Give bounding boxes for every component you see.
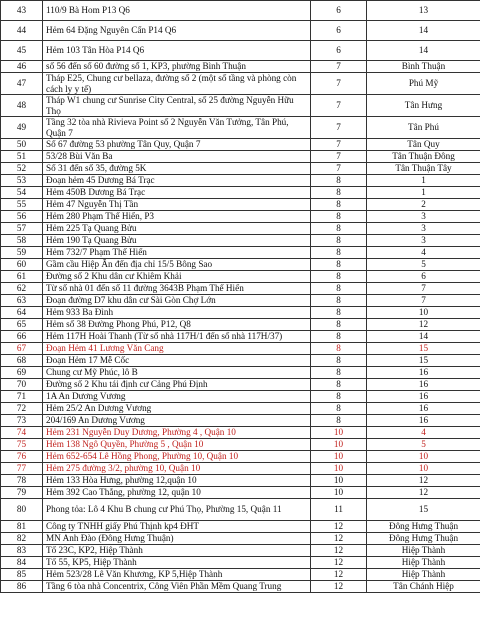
- table-row: [1, 199, 480, 211]
- address-cell: Số 31 đến số 35, đường 5K: [43, 163, 311, 175]
- row-number: 55: [1, 199, 43, 211]
- table-row: [1, 295, 480, 307]
- table-row: [1, 151, 480, 163]
- ward-number-cell: 12: [367, 319, 480, 331]
- ward-number-cell: 3: [367, 223, 480, 235]
- table-row: [1, 117, 480, 139]
- row-number: 69: [1, 367, 43, 379]
- address-cell: Đoạn đường D7 khu dân cư Sài Gòn Chợ Lớn: [43, 295, 311, 307]
- row-number: 81: [1, 521, 43, 533]
- address-cell: số 56 đến số 60 đường số 1, KP3, phường Bình Thuận: [43, 61, 311, 73]
- district-cell: 10: [311, 487, 367, 499]
- address-cell: Đoạn Hẻm 41 Lương Văn Cang: [43, 343, 311, 355]
- ward-number-cell: 1: [367, 187, 480, 199]
- row-number: 75: [1, 439, 43, 451]
- district-cell: 7: [311, 95, 367, 117]
- row-number: 59: [1, 247, 43, 259]
- row-number: 53: [1, 175, 43, 187]
- table-row: [1, 379, 480, 391]
- ward-number-cell: 16: [367, 391, 480, 403]
- address-cell: Đoạn Hẻm 17 Mễ Cốc: [43, 355, 311, 367]
- ward-name-cell: Tân Hưng: [367, 95, 480, 117]
- table-row: [1, 415, 480, 427]
- ward-number-cell: 15: [367, 343, 480, 355]
- row-number: 79: [1, 487, 43, 499]
- row-number: 56: [1, 211, 43, 223]
- district-cell: 8: [311, 403, 367, 415]
- district-cell: 6: [311, 21, 367, 41]
- row-number: 84: [1, 557, 43, 569]
- ward-name-cell: Đông Hưng Thuận: [367, 521, 480, 533]
- ward-name-cell: Tân Phú: [367, 117, 480, 139]
- row-number: 80: [1, 499, 43, 521]
- ward-number-cell: 5: [367, 439, 480, 451]
- row-number: 66: [1, 331, 43, 343]
- address-cell: Tổ 55, KP5, Hiệp Thành: [43, 557, 311, 569]
- row-number: 44: [1, 21, 43, 41]
- district-cell: 8: [311, 247, 367, 259]
- table-row: [1, 259, 480, 271]
- district-cell: 12: [311, 581, 367, 593]
- ward-number-cell: 14: [367, 21, 480, 41]
- table-row: [1, 271, 480, 283]
- district-cell: 10: [311, 439, 367, 451]
- row-number: 85: [1, 569, 43, 581]
- district-cell: 10: [311, 475, 367, 487]
- district-cell: 6: [311, 1, 367, 21]
- row-number: 48: [1, 95, 43, 117]
- ward-number-cell: 7: [367, 283, 480, 295]
- table-row: [1, 451, 480, 463]
- row-number: 46: [1, 61, 43, 73]
- row-number: 47: [1, 73, 43, 95]
- row-number: 71: [1, 391, 43, 403]
- table-row: [1, 223, 480, 235]
- table-row: [1, 521, 480, 533]
- row-number: 43: [1, 1, 43, 21]
- table-row: [1, 175, 480, 187]
- address-cell: Hẻm 25/2 An Dương Vương: [43, 403, 311, 415]
- table-row: [1, 211, 480, 223]
- table-row: [1, 463, 480, 475]
- table-row: [1, 283, 480, 295]
- address-cell: Chung cư Mỹ Phúc, lô B: [43, 367, 311, 379]
- district-cell: 8: [311, 211, 367, 223]
- row-number: 83: [1, 545, 43, 557]
- ward-number-cell: 13: [367, 1, 480, 21]
- address-cell: Từ số nhà 01 đến số 11 đường 3643B Phạm Thế Hiển: [43, 283, 311, 295]
- district-cell: 12: [311, 557, 367, 569]
- district-cell: 12: [311, 533, 367, 545]
- table-row: [1, 235, 480, 247]
- ward-number-cell: 15: [367, 355, 480, 367]
- table-row: [1, 61, 480, 73]
- address-cell: Đường số 2 Khu tái định cư Cảng Phú Định: [43, 379, 311, 391]
- ward-number-cell: 4: [367, 427, 480, 439]
- address-cell: Đường số 2 Khu dân cư Khiêm Khải: [43, 271, 311, 283]
- table-row: [1, 367, 480, 379]
- table-row: [1, 307, 480, 319]
- row-number: 51: [1, 151, 43, 163]
- row-number: 50: [1, 139, 43, 151]
- ward-number-cell: 16: [367, 367, 480, 379]
- address-cell: Gầm cầu Hiệp Ân đến địa chỉ 15/5 Bông Sao: [43, 259, 311, 271]
- row-number: 54: [1, 187, 43, 199]
- table-row: [1, 343, 480, 355]
- table-row: [1, 533, 480, 545]
- address-cell: Số 67 đường 53 phường Tân Quy, Quận 7: [43, 139, 311, 151]
- table-row: [1, 41, 480, 61]
- district-cell: 12: [311, 569, 367, 581]
- address-cell: Tầng 6 tòa nhà Concentrix, Công Viên Phần Mềm Quang Trung: [43, 581, 311, 593]
- ward-number-cell: 12: [367, 475, 480, 487]
- address-cell: Hẻm 280 Phạm Thế Hiển, P3: [43, 211, 311, 223]
- address-cell: Hẻm 225 Tạ Quang Bửu: [43, 223, 311, 235]
- ward-number-cell: 7: [367, 295, 480, 307]
- address-cell: Hẻm số 38 Đường Phong Phú, P12, Q8: [43, 319, 311, 331]
- ward-name-cell: Đông Hưng Thuận: [367, 533, 480, 545]
- row-number: 49: [1, 117, 43, 139]
- district-cell: 12: [311, 521, 367, 533]
- ward-number-cell: 16: [367, 379, 480, 391]
- ward-number-cell: 5: [367, 259, 480, 271]
- address-cell: Hẻm 138 Ngô Quyền, Phường 5 , Quận 10: [43, 439, 311, 451]
- ward-name-cell: Tân Quy: [367, 139, 480, 151]
- row-number: 57: [1, 223, 43, 235]
- ward-name-cell: Bình Thuận: [367, 61, 480, 73]
- table-row: [1, 427, 480, 439]
- table-row: [1, 487, 480, 499]
- ward-name-cell: Hiệp Thành: [367, 557, 480, 569]
- district-cell: 7: [311, 139, 367, 151]
- address-cell: Hẻm 103 Tân Hòa P14 Q6: [43, 41, 311, 61]
- row-number: 65: [1, 319, 43, 331]
- ward-number-cell: 14: [367, 41, 480, 61]
- row-number: 58: [1, 235, 43, 247]
- ward-number-cell: 16: [367, 403, 480, 415]
- row-number: 60: [1, 259, 43, 271]
- table-row: [1, 439, 480, 451]
- table-row: [1, 581, 480, 593]
- ward-number-cell: 10: [367, 307, 480, 319]
- district-cell: 7: [311, 117, 367, 139]
- district-cell: 7: [311, 151, 367, 163]
- district-cell: 10: [311, 451, 367, 463]
- row-number: 63: [1, 295, 43, 307]
- table-row: [1, 475, 480, 487]
- address-cell: Hẻm 133 Hòa Hưng, phường 12,quận 10: [43, 475, 311, 487]
- ward-number-cell: 14: [367, 331, 480, 343]
- ward-number-cell: 3: [367, 211, 480, 223]
- row-number: 45: [1, 41, 43, 61]
- ward-name-cell: Hiệp Thành: [367, 545, 480, 557]
- ward-name-cell: Phú Mỹ: [367, 73, 480, 95]
- address-cell: Tháp E25, Chung cư bellaza, đường số 2 (một số tầng và phòng còn cách ly y tế): [43, 73, 311, 95]
- row-number: 82: [1, 533, 43, 545]
- row-number: 61: [1, 271, 43, 283]
- table-row: [1, 355, 480, 367]
- district-cell: 10: [311, 463, 367, 475]
- table-row: [1, 187, 480, 199]
- table-row: [1, 21, 480, 41]
- district-cell: 7: [311, 163, 367, 175]
- row-number: 70: [1, 379, 43, 391]
- ward-number-cell: 16: [367, 415, 480, 427]
- table-row: [1, 557, 480, 569]
- district-cell: 8: [311, 235, 367, 247]
- address-cell: Hẻm 231 Nguyễn Duy Dương, Phường 4 , Quận 10: [43, 427, 311, 439]
- ward-number-cell: 3: [367, 235, 480, 247]
- ward-number-cell: 10: [367, 463, 480, 475]
- ward-name-cell: Tân Thuận Đông: [367, 151, 480, 163]
- address-cell: Công ty TNHH giấy Phú Thịnh kp4 ĐHT: [43, 521, 311, 533]
- district-cell: 8: [311, 355, 367, 367]
- district-cell: 8: [311, 295, 367, 307]
- row-number: 64: [1, 307, 43, 319]
- ward-number-cell: 15: [367, 499, 480, 521]
- address-cell: Hẻm 117H Hoài Thanh (Từ số nhà 117H/1 đến số nhà 117H/37): [43, 331, 311, 343]
- district-cell: 8: [311, 379, 367, 391]
- address-cell: Hẻm 523/28 Lê Văn Khương, KP 5,Hiệp Thành: [43, 569, 311, 581]
- district-cell: 7: [311, 73, 367, 95]
- address-cell: MN Anh Đào (Đông Hưng Thuận): [43, 533, 311, 545]
- row-number: 62: [1, 283, 43, 295]
- district-cell: 6: [311, 41, 367, 61]
- address-cell: Hẻm 450B Dương Bá Trạc: [43, 187, 311, 199]
- row-number: 68: [1, 355, 43, 367]
- address-cell: Hẻm 64 Đặng Nguyên Cẩn P14 Q6: [43, 21, 311, 41]
- address-cell: Hẻm 275 đường 3/2, phường 10, Quận 10: [43, 463, 311, 475]
- row-number: 76: [1, 451, 43, 463]
- ward-name-cell: Tân Thuận Tây: [367, 163, 480, 175]
- table-row: [1, 331, 480, 343]
- district-cell: 8: [311, 259, 367, 271]
- address-cell: 1A An Dương Vương: [43, 391, 311, 403]
- address-cell: Hẻm 392 Cao Thắng, phường 12, quận 10: [43, 487, 311, 499]
- district-cell: 8: [311, 283, 367, 295]
- table-row: [1, 1, 480, 21]
- ward-number-cell: 1: [367, 175, 480, 187]
- address-cell: Hẻm 47 Nguyễn Thị Tần: [43, 199, 311, 211]
- address-cell: Hẻm 652-654 Lê Hồng Phong, Phường 10, Quận 10: [43, 451, 311, 463]
- district-cell: 8: [311, 271, 367, 283]
- table-row: [1, 569, 480, 581]
- address-cell: Hẻm 190 Tạ Quang Bửu: [43, 235, 311, 247]
- table-row: [1, 247, 480, 259]
- row-number: 77: [1, 463, 43, 475]
- district-cell: 10: [311, 427, 367, 439]
- address-cell: Tháp W1 chung cư Sunrise City Central, số 25 đường Nguyễn Hữu Thọ: [43, 95, 311, 117]
- row-number: 78: [1, 475, 43, 487]
- district-cell: 7: [311, 61, 367, 73]
- ward-number-cell: 12: [367, 487, 480, 499]
- address-cell: Phong tỏa: Lô 4 Khu B chung cư Phú Thọ, Phường 15, Quận 11: [43, 499, 311, 521]
- district-cell: 11: [311, 499, 367, 521]
- address-cell: Hẻm 732/7 Phạm Thế Hiển: [43, 247, 311, 259]
- address-cell: Hẻm 933 Ba Đình: [43, 307, 311, 319]
- table-row: [1, 163, 480, 175]
- address-cell: 53/28 Bùi Văn Ba: [43, 151, 311, 163]
- ward-number-cell: 4: [367, 247, 480, 259]
- table-row: [1, 319, 480, 331]
- ward-number-cell: 10: [367, 451, 480, 463]
- table-row: [1, 73, 480, 95]
- row-number: 73: [1, 415, 43, 427]
- district-cell: 8: [311, 187, 367, 199]
- table-row: [1, 545, 480, 557]
- ward-name-cell: Tân Chánh Hiệp: [367, 581, 480, 593]
- district-cell: 8: [311, 367, 367, 379]
- ward-number-cell: 6: [367, 271, 480, 283]
- address-cell: Đoạn hẻm 45 Dương Bá Trạc: [43, 175, 311, 187]
- row-number: 74: [1, 427, 43, 439]
- row-number: 52: [1, 163, 43, 175]
- table-row: [1, 391, 480, 403]
- district-cell: 8: [311, 415, 367, 427]
- table-row: [1, 499, 480, 521]
- row-number: 72: [1, 403, 43, 415]
- address-cell: Tầng 32 tòa nhà Rivieva Point số 2 Nguyễn Văn Tưởng, Tân Phú, Quận 7: [43, 117, 311, 139]
- ward-number-cell: 2: [367, 199, 480, 211]
- ward-name-cell: Hiệp Thành: [367, 569, 480, 581]
- row-number: 67: [1, 343, 43, 355]
- table-row: [1, 95, 480, 117]
- district-cell: 8: [311, 331, 367, 343]
- district-cell: 8: [311, 307, 367, 319]
- row-number: 86: [1, 581, 43, 593]
- table-row: [1, 403, 480, 415]
- address-table-body: [1, 1, 480, 593]
- district-cell: 8: [311, 343, 367, 355]
- address-cell: 204/169 An Dương Vương: [43, 415, 311, 427]
- address-cell: Tổ 23C, KP2, Hiệp Thành: [43, 545, 311, 557]
- district-cell: 8: [311, 199, 367, 211]
- district-cell: 8: [311, 319, 367, 331]
- district-cell: 12: [311, 545, 367, 557]
- district-cell: 8: [311, 391, 367, 403]
- district-cell: 8: [311, 223, 367, 235]
- address-cell: 110/9 Bà Hom P13 Q6: [43, 1, 311, 21]
- table-row: [1, 139, 480, 151]
- district-cell: 8: [311, 175, 367, 187]
